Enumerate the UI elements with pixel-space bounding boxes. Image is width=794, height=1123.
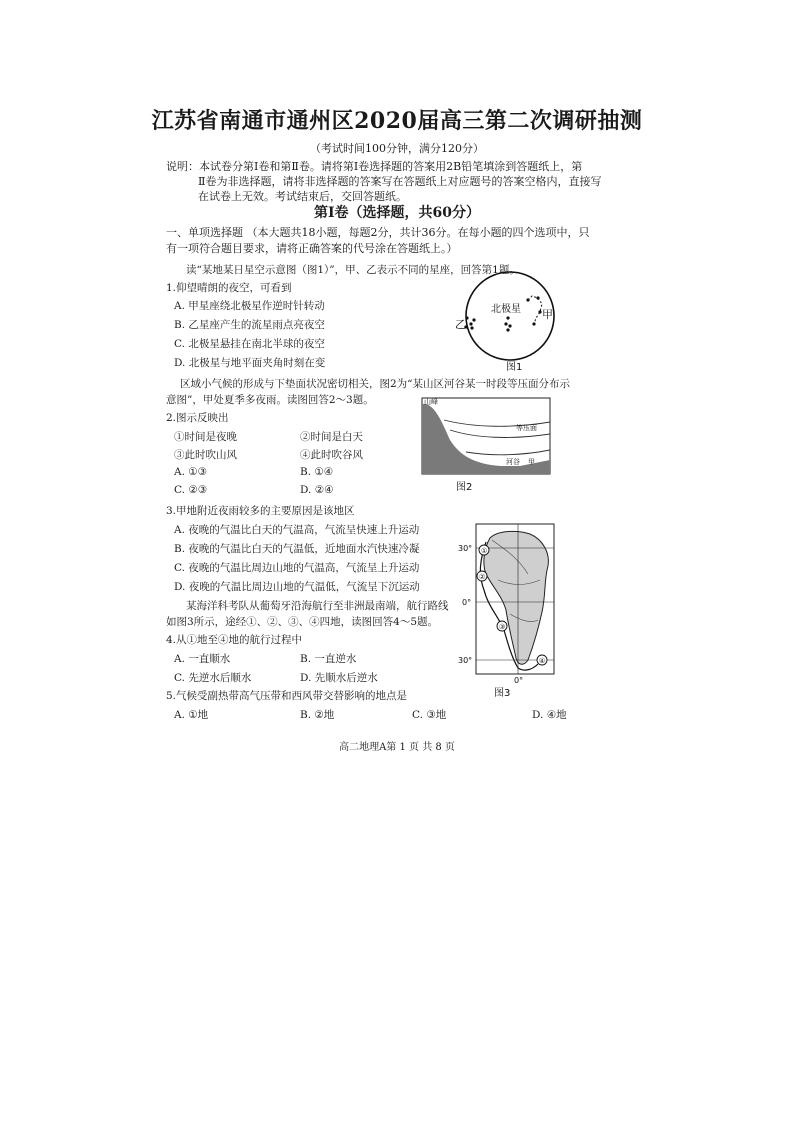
lon-0-label: 0° xyxy=(514,676,524,685)
q4-option-d: D. 先顺水后逆水 xyxy=(300,672,378,684)
q3-option-c: C. 夜晚的气温比周边山地的气温高，气流呈上升运动 xyxy=(174,562,420,574)
q5-option-d: D. ④地 xyxy=(532,709,567,721)
q3-option-b: B. 夜晚的气温比白天的气温低，近地面水汽快速冷凝 xyxy=(174,543,420,555)
q4-option-a: A. 一直顺水 xyxy=(174,653,231,665)
mountain-label: 山峰 xyxy=(424,398,438,406)
q2-stem: 2.图示反映出 xyxy=(166,412,229,424)
q4-option-b: B. 一直逆水 xyxy=(300,653,357,665)
sky-circle xyxy=(466,272,554,360)
q4-stem: 4.从①地至④地的航行过程中 xyxy=(166,634,303,646)
q3-stem: 3.甲地附近夜雨较多的主要原因是该地区 xyxy=(166,505,355,517)
valley-label: 河谷 xyxy=(506,458,520,466)
q1-option-a: A. 甲星座绕北极星作逆时针转动 xyxy=(174,300,325,312)
page-footer: 高二地理A第 1 页 共 8 页 xyxy=(339,742,455,753)
page-title: 江苏省南通市通州区2020届高三第二次调研抽测 xyxy=(151,108,643,134)
q1-option-b: B. 乙星座产生的流星雨点亮夜空 xyxy=(174,319,325,331)
africa-landmass xyxy=(484,531,548,664)
q23-lead-line-1: 区域小气候的形成与下垫面状况密切相关，图2为“某山区河谷某一时段等压面分布示 xyxy=(180,378,571,390)
q45-lead-line-1: 某海洋科考队从葡萄牙沿海航行至非洲最南端，航行路线 xyxy=(186,600,449,612)
q3-option-a: A. 夜晚的气温比白天的气温高，气流呈快速上升运动 xyxy=(174,524,420,536)
q2-option-c: C. ②③ xyxy=(174,484,208,496)
svg-text:④: ④ xyxy=(539,657,546,665)
q1-option-c: C. 北极星悬挂在南北半球的夜空 xyxy=(174,338,325,350)
figure-1-caption: 图1 xyxy=(506,362,523,372)
lat-0-label: 0° xyxy=(462,598,472,607)
q2-option-a: A. ①③ xyxy=(174,466,208,478)
figure-2-valley-isobar xyxy=(420,392,555,492)
instructions-line-2: Ⅱ卷为非选择题，请将非选择题的答案写在答题纸上对应题号的答案空格内，直接写 xyxy=(198,175,602,188)
q4-option-c: C. 先逆水后顺水 xyxy=(174,672,252,684)
section-title: 第Ⅰ卷（选择题，共60分） xyxy=(313,205,481,221)
figure-3-route-map xyxy=(458,520,558,700)
q1-stem: 1.仰望晴朗的夜空，可看到 xyxy=(166,282,292,294)
instructions-line-1: 说明：本试卷分第Ⅰ卷和第Ⅱ卷。请将第Ⅰ卷选择题的答案用2B铅笔填涂到答题纸上，第 xyxy=(166,160,583,173)
q2-choice-4: ④此时吹谷风 xyxy=(300,449,363,461)
q1-lead: 读“某地某日星空示意图（图1）”，甲、乙表示不同的星座，回答第1题。 xyxy=(186,264,520,276)
q5-stem: 5.气候受副热带高气压带和西风带交替影响的地点是 xyxy=(166,690,408,702)
figure-1-star-chart xyxy=(450,270,580,372)
lat-30s-label: 30° xyxy=(458,656,473,665)
figure-3-caption: 图3 xyxy=(494,688,511,699)
instructions-line-3: 在试卷上无效。考试结束后，交回答题纸。 xyxy=(198,190,407,203)
svg-text:①: ① xyxy=(481,547,488,555)
jia-label: 甲 xyxy=(542,308,553,321)
section-intro-line-1: 一、单项选择题 （本大题共18小题，每题2分，共计36分。在每小题的四个选项中，只 xyxy=(166,226,590,239)
figure-2-caption: 图2 xyxy=(456,482,473,492)
lat-30n-label: 30° xyxy=(458,544,473,553)
svg-text:③: ③ xyxy=(499,623,506,631)
q2-option-b: B. ①④ xyxy=(300,466,334,478)
polaris-label: 北极星 xyxy=(491,304,521,315)
isobar-label: 等压面 xyxy=(516,424,537,432)
q45-lead-line-2: 如图3所示，途经①、②、③、④四地，读图回答4～5题。 xyxy=(166,616,439,628)
q1-option-d: D. 北极星与地平面夹角时刻在变 xyxy=(174,357,326,369)
q2-option-d: D. ②④ xyxy=(300,484,334,496)
svg-text:②: ② xyxy=(479,573,486,581)
q5-option-c: C. ③地 xyxy=(412,709,447,721)
q23-lead-line-2: 意图”，甲处夏季多夜雨。读图回答2～3题。 xyxy=(166,394,374,406)
yi-label: 乙 xyxy=(455,318,466,331)
q2-choice-2: ②时间是白天 xyxy=(300,431,363,443)
q2-choice-3: ③此时吹山风 xyxy=(174,449,237,461)
q3-option-d: D. 夜晚的气温比周边山地的气温低，气流呈下沉运动 xyxy=(174,581,420,593)
exam-time-note: （考试时间100分钟，满分120分） xyxy=(310,142,484,155)
section-intro-line-2: 有一项符合题目要求，请将正确答案的代号涂在答题纸上。） xyxy=(166,242,458,255)
q5-option-a: A. ①地 xyxy=(174,709,209,721)
q5-option-b: B. ②地 xyxy=(300,709,335,721)
q2-choice-1: ①时间是夜晚 xyxy=(174,431,237,443)
jia-point-label: 甲 xyxy=(528,458,535,466)
